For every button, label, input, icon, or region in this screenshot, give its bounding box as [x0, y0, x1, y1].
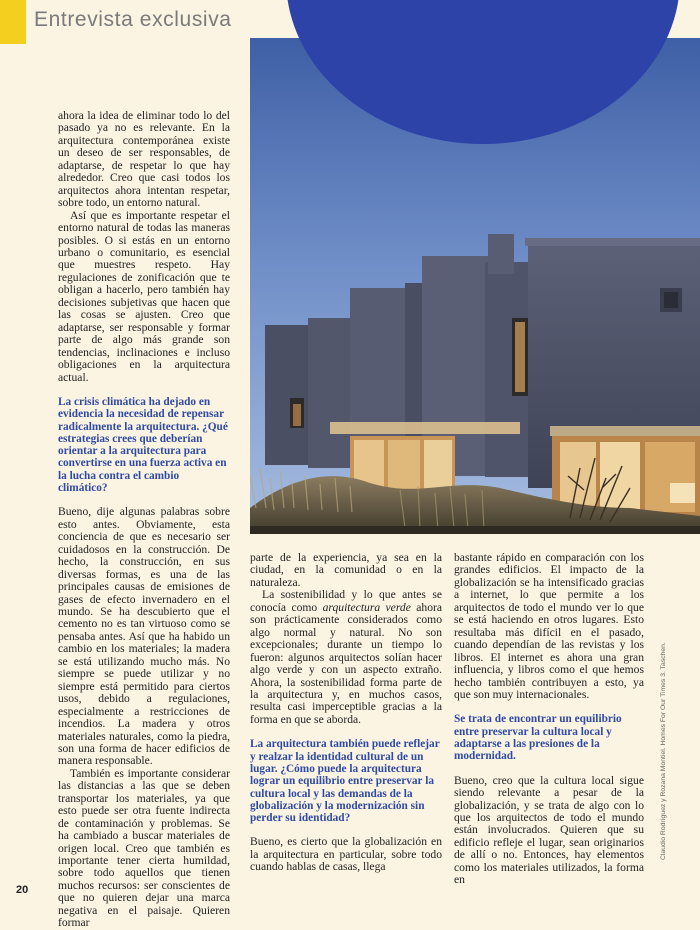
paragraph: Bueno, dije algunas palabras sobre esto antes. Obviamente, esta conciencia de que es necesario ser cuidadosos en la construcción. De hecho, la construcción, en sus diversas formas, es una de las principales causas de emisiones de gases de efecto invernadero en el mundo. Se ha descubierto que el cemento no es tan virtuoso como se pensaba antes. Así que ha habido un cambio en los materiales; la madera se está utilizando mucho más. No siempre se puede utilizar y no siempre está permitido para ciertos usos, debido a regulaciones, especialmente a restricciones de incendios. La madera y otros materiales naturales, como la piedra, son una forma de hacer edificios de manera responsable.	[58, 505, 230, 768]
text-column-1	[58, 110, 230, 930]
text-column-2	[250, 552, 442, 874]
paragraph: Así que es importante respetar el entorno natural de todas las maneras posibles. O si estás en un entorno urbano o comunitario, es esencial que muestres respeto. Hay regulaciones de zonificación que te obligan a hacerlo, pero también hay decisiones subjetivas que hacen que las cosas se ajusten. Creo que adaptarse, ser responsable y formar parte de algo más grande son tendencias, inclinaciones e incluso obligaciones en la arquitectura actual.	[58, 208, 230, 384]
paragraph: Bueno, creo que la cultura local sigue siendo relevante a pesar de la globalización, y se trata de algo con lo que los arquitectos de todo el mundo están involucrados. Quieren que su edificio refleje el lugar, sean originarios de allí o no. Entonces, hay elementos como los materiales utilizados, la forma en	[454, 773, 644, 887]
paragraph: ahora la idea de eliminar todo lo del pasado ya no es relevante. En la arquitectura contemporánea existe un deseo de ser responsables, de adaptarse, de respetar lo que hay alrededor. Creo que casi todos los arquitectos ahora intentan respetar, sobre todo, un entorno natural.	[58, 109, 230, 210]
paragraph-text: La sostenibilidad y lo que antes se conocía como	[250, 588, 442, 614]
paragraph-text: ahora son prácticamente considerados como algo normal y natural. No son excepcionales; durante un tiempo lo fueron: algunos arquitectos solían hacer algo verde y con un aspecto extraño. Ahora, la sostenibilidad forma parte de la arquitectura y, en muchos casos, resulta casi imperceptible gracias a la forma en que se aborda.	[250, 600, 443, 726]
section-color-tab	[0, 0, 26, 44]
interview-question: La arquitectura también puede reflejar y realzar la identidad cultural de un lugar. ¿Cómo puede la arquitectura lograr un equilibrio entre preservar la cultura local y las demandas de la globalización y la modernización sin perder su identidad?	[250, 738, 440, 825]
section-title: Entrevista exclusiva	[34, 8, 232, 31]
paragraph: También es importante considerar las distancias a las que se deben transportar los materiales, ya que esto puede ser otra fuente indirecta de contaminación y problemas. Se ha cambiado a buscar materiales de origen local. Creo que también es importante tener cierta humildad, sobre todo aquellos que tienen muchos recursos: ser conscientes de que no quieren dejar una marca negativa en el paisaje. Quieren formar	[58, 766, 230, 930]
paragraph: bastante rápido en comparación con los grandes edificios. El impacto de la globalización se ha intensificado gracias a internet, lo que permite a los arquitectos de todo el mundo ver lo que se está haciendo en otros lugares. Esto resultaba más difícil en el pasado, cuando dependían de las revistas y los libros. El internet es ahora una gran influencia, y libros como el que hemos hecho también contribuyen a esto, ya que son muy internacionales.	[454, 551, 644, 701]
interview-question: Se trata de encontrar un equilibrio entre preservar la cultura local y adaptarse a las presiones de la modernidad.	[454, 713, 622, 763]
page-number: 20	[16, 884, 29, 896]
interview-question: La crisis climática ha dejado en evidencia la necesidad de repensar radicalmente la arquitectura. ¿Qué estrategias crees que deberían orientar a la arquitectura para convertirse en una fuerza activa en la lucha contra el cambio climático?	[58, 395, 228, 495]
paragraph: Bueno, es cierto que la globalización en la arquitectura en particular, sobre todo cuando hablas de casas, llega	[250, 835, 442, 874]
text-column-3	[454, 552, 644, 887]
italic-term: arquitectura verde	[322, 600, 411, 614]
paragraph: parte de la experiencia, ya sea en la ciudad, en la comunidad o en la naturaleza.	[250, 551, 442, 589]
photo-credit: Claudio Rodríguez y Rozana Montiel. Homes For Our Times 3. Taschen.	[660, 642, 667, 860]
paragraph	[250, 589, 442, 726]
